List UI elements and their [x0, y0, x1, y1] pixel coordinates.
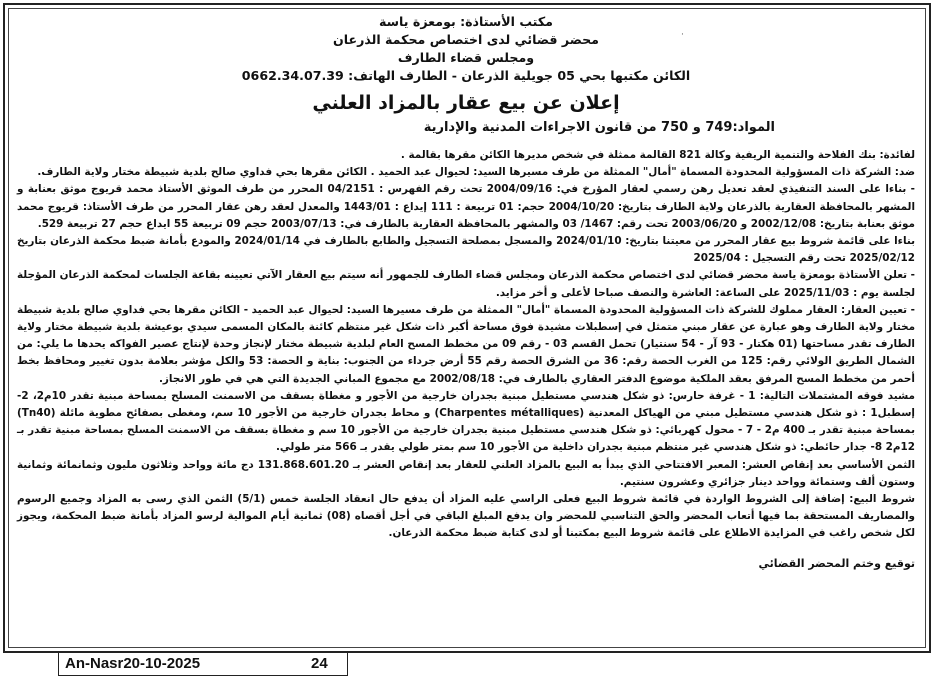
paragraph-executive-title: - بناءا على السند التنفيذي لعقد تعديل رهن رسمي لعقار المؤرخ في: 2004/09/16 تحت رقم الفهرس : 04/2151 المحرر من طرف الموثق الأستاذ محمد قريوج موثق بعنابة و المشهر بالمحافظة العقارية بالذرعان ولاية الطارف بتاريخ: 2004/10/20 حجم: 01 تربيعة : 111 إيداع : 1443/01 والمعدل لعقد رهن عقار المحرر من طرف الأستاذ: قريوج محمد موثق بعنابة بتاريخ: 2002/12/08 و 2003/06/20 تحت رقم: 1467/ 03 والمشهر بالمحافظة العقارية بالطارف في: 2003/07/13 حجم 09 تربيعة 55 ايداع حجم 27 تربيعة 529. — [17, 183, 915, 230]
notice-body — [17, 147, 915, 543]
office-role: محضر قضائي لدى اختصاص محكمة الذرعان — [333, 32, 599, 47]
scan-mark: · — [681, 30, 684, 40]
notice-content — [17, 13, 915, 645]
publication-date: An-Nasr20-10-2025 — [65, 655, 201, 672]
paragraph-announcement: - تعلن الأستاذة بومعزة ياسة محضر قضائي لدى اختصاص محكمة الذرعان ومجلس قضاء الطارف للجمهور أنه سيتم بيع العقار الآتي تعيينه بقاعة الجلسات لمحكمة الذرعان المؤجلة لجلسة يوم : 2025/11/03 على الساعة: العاشرة والنصف صباحا لأعلى و أخر مزايد. — [17, 269, 915, 299]
office-jurisdiction: ومجلس قضاء الطارف — [397, 50, 535, 65]
paragraph-base-price: الثمن الأساسي بعد إنقاص العشر: المعبر الافتتاحي الذي يبدأ به البيع بالمزاد العلني للعقار بعد إنقاص العشر بـ 131.868.601.20 دج مائة وواحد وثلاثون مليون وثمانمائة وثمانية وستون ألف وستمائة وواحد دينار جزائري وعشرون سنتيم. — [17, 458, 915, 488]
legal-articles: المواد:749 و 750 من قانون الاجراءات المدنية والإدارية — [423, 120, 775, 135]
paragraph-sale-terms: شروط البيع: إضافة إلى الشروط الواردة في قائمة شروط البيع فعلى الراسي عليه المزاد أن يدفع حال انعقاد الجلسة خمس (5/1) الثمن الذي رسى به المزاد وجميع الرسوم والمصاريف المستحقة بما فيها أتعاب المحضر والحق التناسبي للمحضر وان يدفع المبلغ الباقي في أجل أقصاه (08) ثمانية أيام الموالية لرسو المزاد بأمانة ضبط المحكمة، ويجوز لكل شخص راغب في المزايدة الاطلاع على قائمة شروط البيع بمكتبنا أو لدى كتابة ضبط محكمة الذرعان. — [17, 493, 916, 540]
paragraph-against: ضد: الشركة ذات المسؤولية المحدودة المسماة "أمال" الممثلة من طرف مسيرها السيد: لحيوال عبد الحميد . الكائن مقرها بحي فداوي صالح بلدية شبيطة مختار ولاية الطارف. — [37, 166, 915, 179]
bailiff-signature: توقيع وختم المحضر القضائي — [758, 556, 915, 570]
paragraph-conditions-list: بناءا على قائمة شروط بيع عقار المحرر من معيتنا بتاريخ: 2024/01/10 والمسجل بمصلحة التسجيل والطابع بالطارف في 2024/01/14 والمودع بأمانة ضبط محكمة الذرعان بتاريخ 2025/02/12 تحت رقم التسجيل : 2025/04 — [17, 235, 915, 265]
paragraph-property-description: - تعيين العقار: العقار مملوك للشركة ذات المسؤولية المحدودة المسماة "أمال" الممثلة من طرف مسيرها السيد: لحيوال عبد الحميد - الكائن مقرها بحي فداوي صالح بلدية شبيطة مختار ولاية الطارف وهو عبارة عن عقار مبني متمثل في إسطبلات مشيدة فوق مساحة أكبر ذات شكل غير منتظم كائنة بالمكان المسمى سيدي بوعيشة بلدية شبيطة مختار ولاية الطارف تقدر مساحتها (01 هكتار - 93 آر - 54 سنتيار) تحمل القسم 03 - رقم 09 من مخطط المسح العام لبلدية شبيطة مختار لإنجاز وحدة لإنتاج عصير الفواكه يحدها ما يلي: من الشمال الطريق الولائي رقم: 125 من الغرب الحصة رقم: 36 من الشرق الحصة رقم 55 أرض جرداء من الجنوب: بناية و الحصة: 53 والكل مؤشر بعلامة بدون تغيير ومحافظ بخط أحمر من مخطط المسح المرفق بعقد الملكية موضوع الدفتر العقاري بالطارف في: 2002/08/18 مع مجموع المباني الجديدة التي هي في طور الانجاز. — [17, 303, 915, 385]
page-number: 24 — [311, 655, 328, 672]
office-name: مكتب الأستاذة: بومعزة ياسة — [379, 14, 553, 29]
office-header — [17, 13, 915, 85]
newspaper-footer — [58, 653, 348, 676]
notice-title: إعلان عن بيع عقار بالمزاد العلني — [312, 92, 620, 114]
paragraph-buildings: مشيد فوقه المشتملات التالية: 1 - غرفة حارس: ذو شكل هندسي مستطيل مبنية بجدران خارجية من الأجور و مغطاة بسقف من الاسمنت المسلح بمساحة مبنية تقدر 10م2، 2- إسطبل1 : ذو شكل هندسي مستطيل مبني من الهياكل المعدنية (Charpentes métalliques) و محاط بجدران خارجية من الأجور 10 سم، ومغطى بصفائح مطوية مائلة (Tn40) بمساحة مبنية تقدر بـ 400 م2 - 7 - محول كهربائي: ذو شكل هندسي مستطيل مبنية بجدران خارجية من الأجور 10 سم و مغطاة بسقف من الاسمنت المسلح بمساحة مبنية تقدر بـ 12م2 8- جدار حائطي: ذو شكل هندسي غير منتظم مبنية بجدران داخلية من الأجور 10 سم بمتر طولي يقدر بـ 566 متر طولي. — [17, 389, 915, 454]
office-address: الكائن مكتبها بحي 05 جويلية الذرعان - الطارف الهاتف: 0662.34.07.39 — [241, 68, 691, 83]
paragraph-beneficiary: لفائدة: بنك الفلاحة والتنمية الريفية وكالة 821 القالمة ممثلة في شخص مديرها الكائن مقرها بقالمة . — [400, 149, 915, 161]
document-frame — [3, 3, 931, 653]
